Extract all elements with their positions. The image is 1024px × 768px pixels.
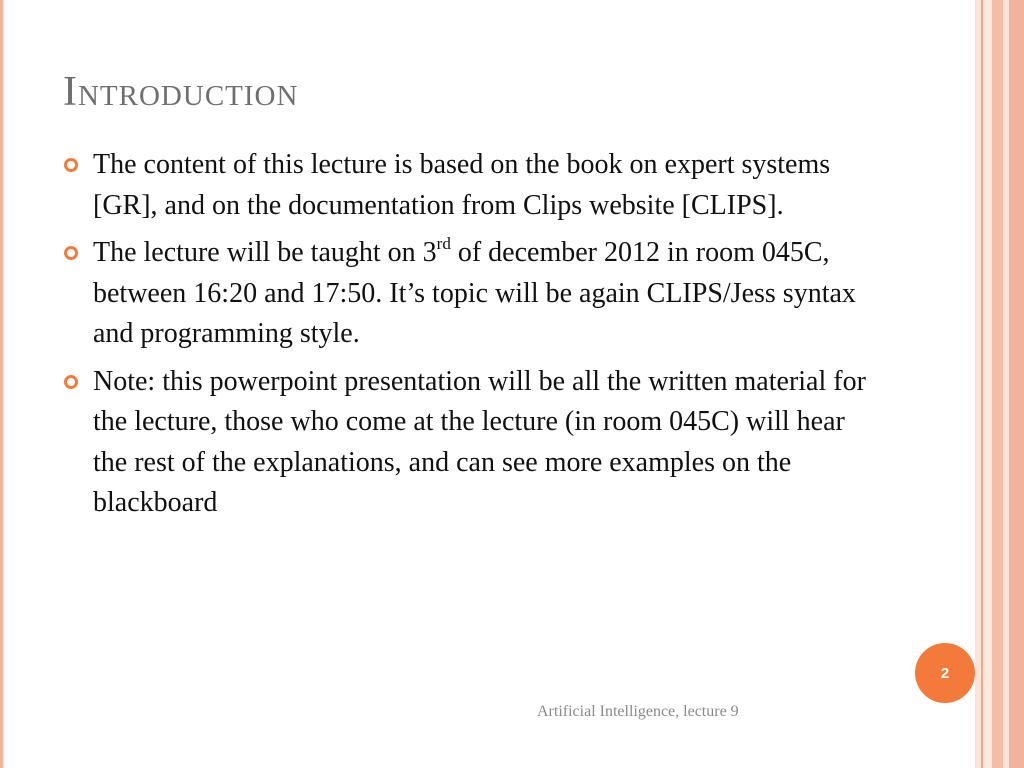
- bullet-text-start: The lecture will be taught on 3: [93, 237, 437, 268]
- right-stripe: [983, 0, 992, 768]
- bullet-item: [64, 145, 884, 226]
- ordinal-superscript: rd: [436, 234, 451, 253]
- bullet-text: The content of this lecture is based on the book on expert systems [GR], and on the documentation from Clips website [CLIPS].: [93, 149, 831, 221]
- circle-bullet-icon: [64, 246, 78, 260]
- bullet-item: [64, 362, 884, 524]
- bullet-text-end: of december 2012 in room 045C, between 16:20 and 17:50. It’s topic will be again CLIPS/Jess syntax and programming style.: [93, 237, 856, 349]
- footer-text: Artificial Intelligence, lecture 9: [537, 703, 739, 720]
- bullet-list: [64, 145, 884, 531]
- circle-bullet-icon: [64, 375, 78, 389]
- page-number-badge: 2: [915, 643, 975, 703]
- slide-title: Introduction: [63, 69, 299, 115]
- right-stripe: [992, 0, 1003, 768]
- left-border-inner: [3, 0, 4, 768]
- circle-bullet-icon: [64, 158, 78, 172]
- right-stripe: [1009, 0, 1024, 768]
- bullet-text: Note: this powerpoint presentation will be all the written material for the lecture, those who come at the lecture (in room 045C) will hear the rest of the explanations, and can see more examples on the blackboard: [93, 365, 866, 518]
- bullet-item: [64, 233, 884, 355]
